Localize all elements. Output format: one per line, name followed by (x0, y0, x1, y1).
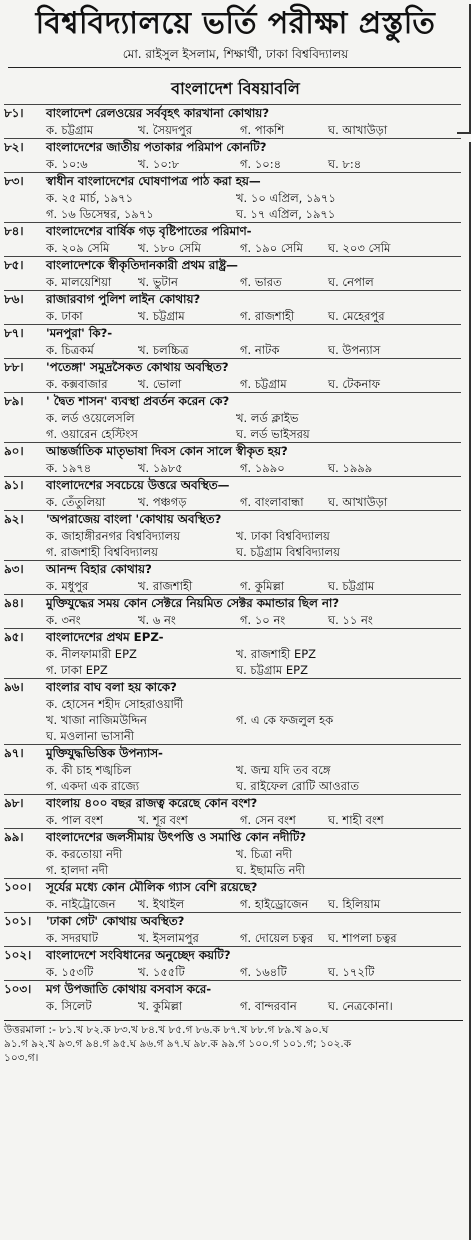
question-line (4, 291, 461, 308)
option: গ. ভারত (240, 275, 282, 289)
question-line (4, 257, 461, 274)
option: ক. ১৯৭৪ (46, 461, 92, 475)
author-name: মো. রাইসুল ইসলাম, (122, 47, 220, 61)
option: ক. কক্সবাজার (46, 377, 108, 391)
question-number: ৯৩। (4, 562, 24, 576)
option: গ. ঢাকা EPZ (46, 663, 108, 677)
question-text: বাংলাদেশের সবচেয়ে উত্তরে অবস্থিত— (46, 478, 230, 492)
option-row (4, 662, 461, 678)
question-item (4, 358, 461, 392)
question-number: ৯২। (4, 512, 24, 526)
question-text: বাংলায় ৪০০ বছর রাজত্ব করেছে কোন বংশ? (46, 796, 258, 810)
question-text: বাংলাদেশের বার্ষিক গড় বৃষ্টিপাতের পরিমাণ- (46, 224, 252, 238)
question-text: 'পতেঙ্গা' সমুদ্রসৈকত কোথায় অবস্থিত? (46, 360, 229, 374)
question-item (4, 172, 461, 222)
option: ক. মধুপুর (46, 579, 89, 593)
question-item (4, 222, 461, 256)
option: খ. ভোলা (138, 377, 182, 391)
option-row (4, 308, 461, 324)
option: গ. দোয়েল চত্বর (240, 931, 314, 945)
option: ঘ. নেত্রকোনা। (328, 999, 393, 1013)
question-number: ৮৮। (4, 360, 24, 374)
option: খ. ৬ নং (138, 613, 176, 627)
question-text: ' দ্বৈত শাসন' ব্যবস্থা প্রবর্তন করেন কে? (46, 394, 230, 408)
question-number: ১০০। (4, 880, 32, 894)
option: ঘ. মেহেরপুর (328, 309, 385, 323)
question-item (4, 678, 461, 744)
option: খ. জন্ম যদি তব বঙ্গে (236, 763, 331, 777)
question-line (4, 745, 461, 762)
option: ঘ. টেকনাফ (328, 377, 380, 391)
option: ঘ. আখাউড়া (328, 123, 388, 137)
question-text: সূর্যের মধ্যে কোন মৌলিক গ্যাস বেশি রয়েছে? (46, 880, 258, 894)
option-row (4, 528, 461, 544)
question-number: ৮২। (4, 140, 24, 154)
question-item (4, 104, 461, 138)
answer-line: উত্তরমালা :- ৮১.খ ৮২.ক ৮৩.খ ৮৪.খ ৮৫.গ ৮৬.ক ৮৭.খ ৮৮.গ ৮৯.খ ৯০.ঘ (4, 1024, 329, 1036)
option: ক. সিলেট (46, 999, 92, 1013)
option-row (4, 376, 461, 392)
option: খ. চিত্রা নদী (236, 847, 292, 861)
option: ক. করতোয়া নদী (46, 847, 123, 861)
question-number: ৯০। (4, 444, 24, 458)
option: ক. নাইট্রোজেন (46, 897, 116, 911)
question-line (4, 879, 461, 896)
question-text: মগ উপজাতি কোথায় বসবাস করে- (46, 982, 212, 996)
question-text: বাংলাদেশের জলসীমায় উৎপত্তি ও সমাপ্তি কোন নদীটি? (46, 830, 307, 844)
option: খ. ১০ এপ্রিল, ১৯৭১ (236, 191, 336, 205)
question-item (4, 138, 461, 172)
question-item (4, 744, 461, 794)
option-row (4, 460, 461, 476)
option-row (4, 156, 461, 172)
option-row (4, 544, 461, 560)
option-row (4, 410, 461, 426)
question-line (4, 359, 461, 376)
question-number: ৯৭। (4, 746, 24, 760)
option: ক. সদরঘাট (46, 931, 99, 945)
question-line (4, 981, 461, 998)
option: ক. জাহাঙ্গীরনগর বিশ্ববিদ্যালয় (46, 529, 180, 543)
option-row (4, 998, 461, 1014)
question-text: বাংলাদেশ রেলওয়ের সর্ববৃহৎ কারখানা কোথায়? (46, 106, 270, 120)
option: ঘ. ১৯৯৯ (328, 461, 373, 475)
question-line (4, 443, 461, 460)
question-line (4, 477, 461, 494)
option: গ. ১০:৪ (240, 157, 282, 171)
option-row (4, 578, 461, 594)
question-text: বাংলাদেশের জাতীয় পতাকার পরিমাপ কোনটি? (46, 140, 267, 154)
question-line (4, 595, 461, 612)
option: গ. এ কে ফজলুল হক (236, 713, 334, 727)
author-desc: শিক্ষার্থী, ঢাকা বিশ্ববিদ্যালয় (223, 47, 349, 61)
question-number: ৮৩। (4, 174, 24, 188)
option: ক. ১৫৩টি (46, 965, 94, 979)
option: ক. তেঁতুলিয়া (46, 495, 106, 509)
section-title: বাংলাদেশ বিষয়াবলি (171, 79, 300, 98)
question-text: 'অপরাজেয় বাংলা 'কোথায় অবস্থিত? (46, 512, 222, 526)
option: ঘ. ১১ নং (328, 613, 373, 627)
question-line (4, 795, 461, 812)
option-row (4, 778, 461, 794)
option-row (4, 812, 461, 828)
option: গ. বাংলাবান্ধা (240, 495, 304, 509)
option: খ. ১৫৫টি (138, 965, 185, 979)
option: ক. ২০৯ সেমি (46, 241, 110, 255)
question-number: ৯৪। (4, 596, 24, 610)
option: গ. রাজশাহী বিশ্ববিদ্যালয় (46, 545, 158, 559)
question-text: 'মনপুরা' কি?- (46, 326, 113, 340)
option: ঘ. মওলানা ভাসানী (46, 729, 135, 743)
option: খ. ইথাইল (138, 897, 185, 911)
question-line (4, 913, 461, 930)
option-row (4, 206, 461, 222)
option-row (4, 646, 461, 662)
option: খ. পঞ্চগড় (138, 495, 187, 509)
question-line (4, 829, 461, 846)
option-row (4, 846, 461, 862)
option: গ. চট্টগ্রাম (240, 377, 287, 391)
option: ঘ. চট্টগ্রাম বিশ্ববিদ্যালয় (236, 545, 340, 559)
header-divider (8, 67, 461, 68)
question-line (4, 105, 461, 122)
option: খ. খাজা নাজিমউদ্দিন (46, 713, 147, 727)
option-row (4, 762, 461, 778)
option: গ. হাইড্রোজেন (240, 897, 309, 911)
question-item (4, 594, 461, 628)
question-item (4, 946, 461, 980)
option: ক. ২৫ মার্চ, ১৯৭১ (46, 191, 134, 205)
question-number: ১০৩। (4, 982, 32, 996)
option: গ. ১০ নং (240, 613, 286, 627)
question-number: ৯৫। (4, 630, 24, 644)
question-line (4, 139, 461, 156)
option: খ. চট্টগ্রাম (138, 309, 185, 323)
option-row (4, 190, 461, 206)
question-text: বাংলাদেশে সংবিধানের অনুচ্ছেদ কয়টি? (46, 948, 231, 962)
option-row (4, 240, 461, 256)
page-title: বিশ্ববিদ্যালয়ে ভর্তি পরীক্ষা প্রস্তুতি (35, 6, 436, 41)
option: গ. পাকশি (240, 123, 285, 137)
option: গ. কুমিল্লা (240, 579, 285, 593)
option: খ. কুমিল্লা (138, 999, 183, 1013)
option: ক. কী চাহ শঙ্খচিল (46, 763, 132, 777)
option: খ. ১০:৮ (138, 157, 180, 171)
question-line (4, 511, 461, 528)
option: ক. চট্টগ্রাম (46, 123, 94, 137)
question-item (4, 560, 461, 594)
question-text: 'ঢাকা গেট' কোথায় অবস্থিত? (46, 914, 185, 928)
question-item (4, 442, 461, 476)
question-number: ৮৬। (4, 292, 24, 306)
option: গ. হালদা নদী (46, 863, 109, 877)
question-number: ১০২। (4, 948, 32, 962)
option-row (4, 122, 461, 138)
option: খ. চলচ্চিত্র (138, 343, 189, 357)
question-item (4, 912, 461, 946)
question-text: স্বাধীন বাংলাদেশের ঘোষণাপত্র পাঠ করা হয়— (46, 174, 261, 188)
question-line (4, 223, 461, 240)
author-byline (0, 44, 471, 64)
question-number: ৯৬। (4, 680, 24, 694)
question-text: মুক্তিযুদ্ধভিত্তিক উপন্যাস- (46, 746, 163, 760)
question-item (4, 290, 461, 324)
option: ঘ. হিলিয়াম (328, 897, 381, 911)
option: গ. সেন বংশ (240, 813, 296, 827)
question-number: ১০১। (4, 914, 32, 928)
question-line (4, 173, 461, 190)
option: ক. নীলফামারী EPZ (46, 647, 137, 661)
option: ক. ৩নং (46, 613, 81, 627)
option: খ. ইসলামপুর (138, 931, 199, 945)
right-border-tick (457, 132, 471, 134)
option: ক. চিত্রকর্ম (46, 343, 94, 357)
option: গ. ১৬৪টি (240, 965, 287, 979)
option: ঘ. আখাউড়া (328, 495, 388, 509)
option: গ. রাজশাহী (240, 309, 295, 323)
option: ক. হোসেন শহীদ সোহরাওয়ার্দী (46, 697, 184, 711)
option: ঘ. ২০৩ সেমি (328, 241, 391, 255)
option: ঘ. চট্টগ্রাম EPZ (236, 663, 308, 677)
question-item (4, 828, 461, 878)
option-row (4, 342, 461, 358)
question-number: ৯৮। (4, 796, 24, 810)
question-text: বাংলার বাঘ বলা হয় কাকে? (46, 680, 177, 694)
question-number: ৮১। (4, 106, 24, 120)
option: খ. ১৯৮৫ (138, 461, 183, 475)
option: গ. ১৬ ডিসেম্বর, ১৯৭১ (46, 207, 154, 221)
option: গ. ১৯৯০ (240, 461, 285, 475)
option: ঘ. নেপাল (328, 275, 374, 289)
answer-key (4, 1020, 463, 1065)
question-number: ৯১। (4, 478, 24, 492)
question-item (4, 476, 461, 510)
option-row (4, 426, 461, 442)
option: ঘ. ১৭ এপ্রিল, ১৯৭১ (236, 207, 336, 221)
option-row (4, 274, 461, 290)
option-row (4, 696, 461, 712)
option-row (4, 896, 461, 912)
answer-line: ৯১.গ ৯২.খ ৯৩.গ ৯৪.গ ৯৫.ঘ ৯৬.গ ৯৭.ঘ ৯৮.ক ৯৯.গ ১০০.গ ১০১.গ; ১০২.ক (4, 1038, 352, 1050)
option: খ. শূর বংশ (138, 813, 188, 827)
option: ঘ. ইছামতি নদী (236, 863, 305, 877)
option: খ. ঢাকা বিশ্ববিদ্যালয় (236, 529, 330, 543)
question-number: ৮৯। (4, 394, 24, 408)
question-text: আন্তর্জাতিক মাতৃভাষা দিবস কোন সালে স্বীকৃত হয়? (46, 444, 288, 458)
question-list (0, 104, 471, 1014)
option: গ. নাটক (240, 343, 280, 357)
question-text: বাংলাদেশের প্রথম EPZ- (46, 630, 164, 644)
question-number: ৮৪। (4, 224, 24, 238)
option-row (4, 728, 461, 744)
option: ঘ. শাহী বংশ (328, 813, 384, 827)
question-item (4, 794, 461, 828)
option: ঘ. লর্ড ভাইসরয় (236, 427, 310, 441)
question-number: ৮৫। (4, 258, 24, 272)
option: গ. একদা এক রাজ্যে (46, 779, 140, 793)
option: খ. সৈয়দপুর (138, 123, 193, 137)
option: ক. পাল বংশ (46, 813, 103, 827)
question-item (4, 878, 461, 912)
option-row (4, 862, 461, 878)
option: খ. ১৮০ সেমি (138, 241, 201, 255)
option: গ. ১৯০ সেমি (240, 241, 303, 255)
question-item (4, 510, 461, 560)
option: ক. লর্ড ওয়েলেসলি (46, 411, 135, 425)
option-row (4, 712, 461, 728)
option-row (4, 612, 461, 628)
question-line (4, 679, 461, 696)
option: গ. বান্দরবান (240, 999, 297, 1013)
question-item (4, 628, 461, 678)
question-line (4, 393, 461, 410)
option: খ. রাজশাহী (138, 579, 193, 593)
question-text: আনন্দ বিহার কোথায়? (46, 562, 152, 576)
option: ঘ. রাইফেল রোটি আওরাত (236, 779, 360, 793)
question-line (4, 561, 461, 578)
option-row (4, 964, 461, 980)
question-number: ৯৯। (4, 830, 24, 844)
question-text: রাজারবাগ পুলিশ লাইন কোথায়? (46, 292, 201, 306)
option: গ. ওয়ারেন হেস্টিংস (46, 427, 138, 441)
question-item (4, 256, 461, 290)
question-text: মুক্তিযুদ্ধের সময় কোন সেক্টরে নিয়মিত সেক্টর কমান্ডার ছিল না? (46, 596, 340, 610)
question-text: বাংলাদেশকে স্বীকৃতিদানকারী প্রথম রাষ্ট্র— (46, 258, 238, 272)
option: ক. ঢাকা (46, 309, 83, 323)
question-line (4, 947, 461, 964)
question-line (4, 629, 461, 646)
option: ঘ. শাপলা চত্বর (328, 931, 397, 945)
option: খ. ভুটান (138, 275, 178, 289)
option: ঘ. চট্টগ্রাম (328, 579, 375, 593)
option: ক. মালয়েশিয়া (46, 275, 112, 289)
option-row (4, 930, 461, 946)
option: ঘ. উপন্যাস (328, 343, 381, 357)
option: ঘ. ১৭২টি (328, 965, 375, 979)
question-number: ৮৭। (4, 326, 24, 340)
option: খ. রাজশাহী EPZ (236, 647, 317, 661)
answer-line: ১০৩.গ। (4, 1052, 39, 1064)
option: খ. লর্ড ক্লাইভ (236, 411, 299, 425)
question-item (4, 392, 461, 442)
option: ক. ১০:৬ (46, 157, 88, 171)
question-item (4, 324, 461, 358)
option: ঘ. ৮:৪ (328, 157, 362, 171)
question-item (4, 980, 461, 1014)
option-row (4, 494, 461, 510)
question-line (4, 325, 461, 342)
